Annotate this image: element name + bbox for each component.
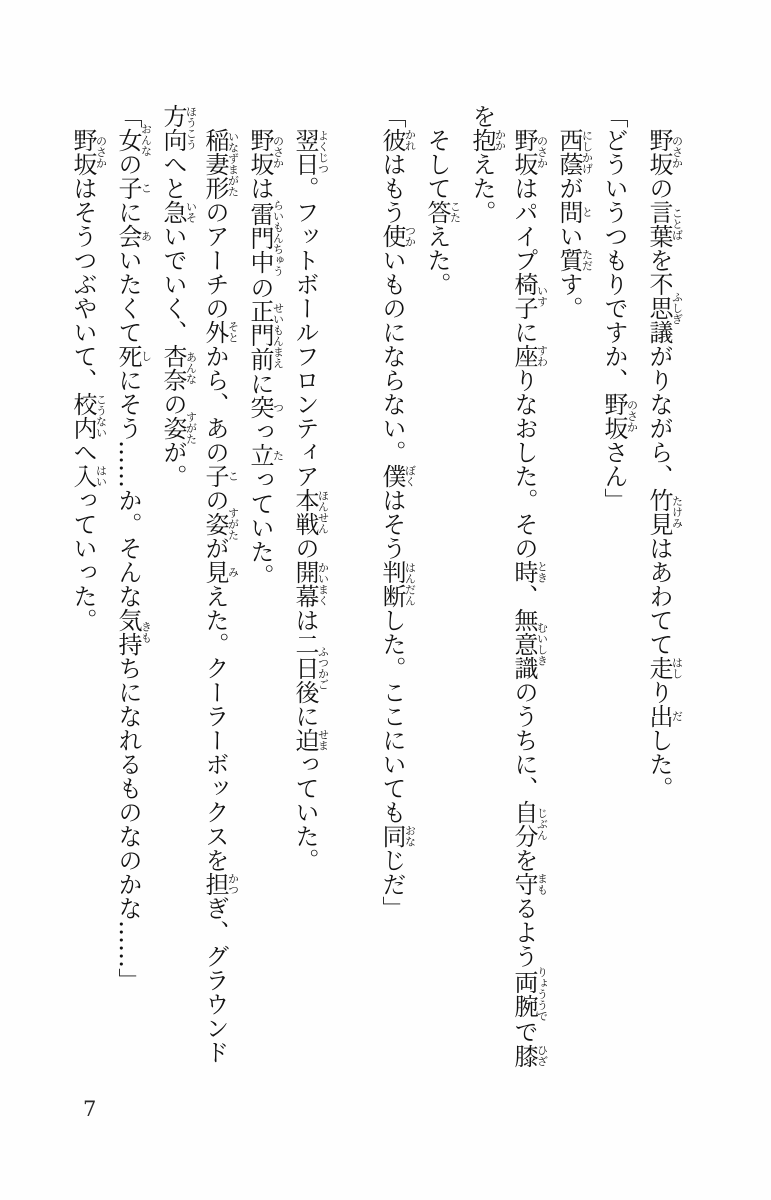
ruby-annotated-word: 無意識むいしき xyxy=(510,608,549,680)
ruby-annotated-word: 西蔭にしかげ xyxy=(555,128,594,176)
ruby-annotated-word: 姿すがた xyxy=(201,507,240,541)
ruby-annotated-word: 方向ほうこう xyxy=(159,104,198,152)
ruby-annotated-word: 竹見たけみ xyxy=(645,488,684,536)
ruby-annotated-word: 正門前せいもんまえ xyxy=(246,299,285,372)
ruby-annotated-word: 姿すがた xyxy=(159,411,198,445)
ruby-annotated-word: 会あ xyxy=(114,224,153,248)
ruby-annotated-word: 立た xyxy=(246,443,285,468)
ruby-annotated-word: 野坂のさか xyxy=(645,128,684,176)
ruby-annotated-word: 稲妻形いなずまがた xyxy=(201,128,240,200)
ruby-annotated-word: 抱かか xyxy=(468,128,507,152)
ruby-annotated-word: 見み xyxy=(201,560,240,584)
ruby-annotated-word: 杏奈あんな xyxy=(159,344,198,392)
paragraph: 西蔭にしかげが問とい質ただす。 xyxy=(555,128,594,320)
paragraph: 野坂のさかはそうつぶやいて、校内こうないへ入はいっていった。 xyxy=(69,128,108,632)
ruby-annotated-word: 不思議ふしぎ xyxy=(645,272,684,344)
ruby-annotated-word: 翌日よくじつ xyxy=(291,128,330,176)
ruby-annotated-word: 座すわ xyxy=(510,344,549,368)
paragraph: 野坂のさかは雷門中らいもんちゅうの正門前せいもんまえに突つっ立たっていた。 xyxy=(246,128,285,588)
paragraph: 翌日よくじつ。フットボールフロンティア本戦ほんせんの開幕かいまくは二日後ふつかごに迫せまっていた。 xyxy=(291,128,330,872)
ruby-annotated-word: 女おんな xyxy=(114,123,153,157)
ruby-annotated-word: 子こ xyxy=(114,176,153,200)
ruby-annotated-word: 守まも xyxy=(510,872,549,896)
paragraph: 野坂のさかの言葉ことばを不思議ふしぎがりながら、竹見たけみはあわてて走はしり出だした。 xyxy=(645,128,684,800)
ruby-annotated-word: 時とき xyxy=(510,560,549,584)
ruby-annotated-word: 膝ひざ xyxy=(510,1043,549,1068)
ruby-annotated-word: 死し xyxy=(114,344,153,368)
ruby-annotated-word: 急いそ xyxy=(159,200,198,224)
ruby-annotated-word: 椅子いす xyxy=(510,272,549,320)
ruby-annotated-word: 僕ぼく xyxy=(378,464,417,488)
ruby-annotated-word: 質ただ xyxy=(555,248,594,272)
ruby-annotated-word: 野坂のさか xyxy=(246,128,285,176)
text-block xyxy=(62,104,683,1076)
ruby-annotated-word: 開幕かいまく xyxy=(291,560,330,608)
ruby-annotated-word: 子こ xyxy=(201,464,240,488)
ruby-annotated-word: 野坂のさか xyxy=(69,128,108,176)
ruby-annotated-word: 気持きも xyxy=(114,608,153,656)
ruby-annotated-word: 入はい xyxy=(69,464,108,488)
ruby-annotated-word: 自分じぶん xyxy=(510,800,549,848)
ruby-annotated-word: 答こた xyxy=(423,200,462,224)
ruby-annotated-word: 同おな xyxy=(378,824,417,848)
paragraph: 稲妻形いなずまがたのアーチの外そとから、あの子この姿すがたが見みえた。クーラーボックスを担かつぎ、グラウンド方向ほうこうへと急いそいでいく、杏奈あんなの姿すがたが。 xyxy=(159,104,240,1064)
paragraph: 野坂のさかはパイプ椅子いすに座すわりなおした。その時とき、無意識むいしきのうちに、自分じぶんを守まもるよう両腕りょううでで膝ひざを抱かかえた。 xyxy=(468,104,549,1068)
ruby-annotated-word: 雷門中らいもんちゅう xyxy=(246,199,285,277)
ruby-annotated-word: 二日後ふつかご xyxy=(291,632,330,704)
ruby-annotated-word: 彼かれ xyxy=(378,128,417,152)
ruby-annotated-word: 言葉ことば xyxy=(645,200,684,248)
ruby-annotated-word: 野坂のさか xyxy=(510,128,549,176)
page-number: 7 xyxy=(83,1097,97,1121)
paragraph: 「彼かれはもう使つかいものにならない。僕ぼくはそう判断はんだんした。ここにいても同おなじだ」 xyxy=(378,104,417,920)
ruby-annotated-word: 外そと xyxy=(201,320,240,344)
paragraph: そして答こたえた。 xyxy=(423,128,462,296)
ruby-annotated-word: 本戦ほんせん xyxy=(291,488,330,536)
ruby-annotated-word: 判断はんだん xyxy=(378,560,417,608)
scene-break xyxy=(329,104,371,1076)
ruby-annotated-word: 校内こうない xyxy=(69,392,108,440)
ruby-annotated-word: 走はし xyxy=(645,656,684,680)
ruby-annotated-word: 使つか xyxy=(378,224,417,248)
ruby-annotated-word: 問と xyxy=(555,200,594,224)
ruby-annotated-word: 出だ xyxy=(645,704,684,728)
ruby-annotated-word: 両腕りょううで xyxy=(510,966,549,1022)
ruby-annotated-word: 野坂のさか xyxy=(600,392,639,440)
ruby-annotated-word: 突つ xyxy=(246,395,285,420)
ruby-annotated-word: 迫せま xyxy=(291,728,330,752)
paragraph: 「女おんなの子こに会あいたくて死しにそう……か。そんな気持きもちになれるものなのかな……」 xyxy=(114,104,153,992)
paragraph: 「どういうつもりですか、野坂のさかさん」 xyxy=(600,104,639,512)
ruby-annotated-word: 担かつ xyxy=(201,872,240,896)
